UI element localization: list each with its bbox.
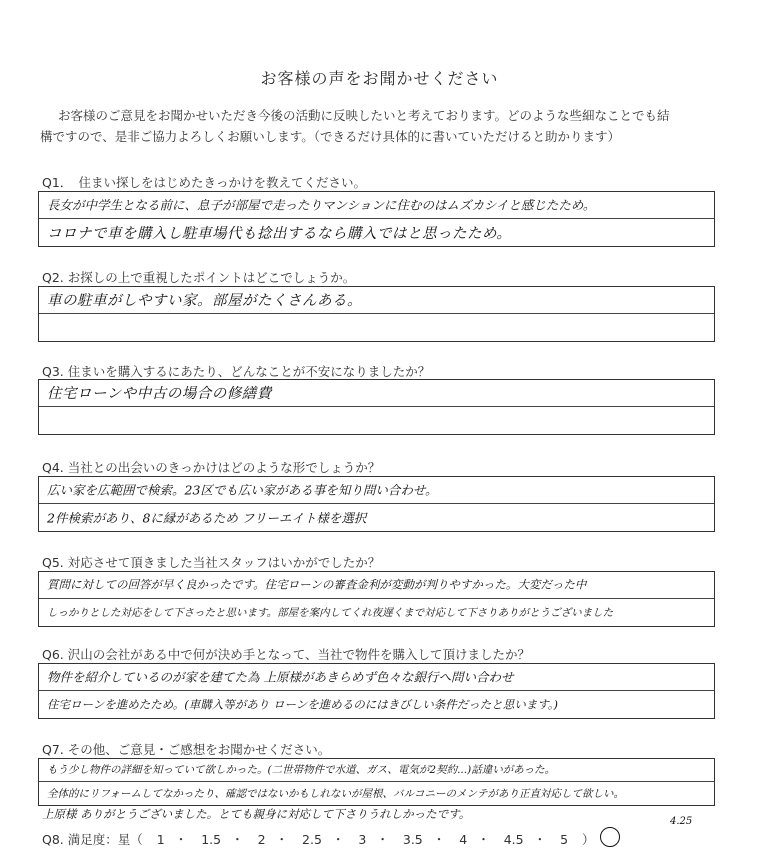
answer-line <box>39 219 714 246</box>
rating-separator: ・ <box>533 832 547 847</box>
rating-separator: ・ <box>174 832 188 847</box>
answer-text: 車の駐車がしやすい家。部屋がたくさんある。 <box>47 293 362 310</box>
answer-text: 住宅ローンを進めたため。(車購入等があり ローンを進めるのにはきびしい条件だったと思います。) <box>47 697 559 712</box>
answer-line <box>39 504 714 531</box>
question-5-answer-box[interactable] <box>38 571 715 627</box>
answer-line <box>39 691 714 718</box>
answer-line <box>39 782 714 805</box>
rating-separator: ・ <box>376 832 389 847</box>
answer-text: 全体的にリフォームしてなかったり、確認ではないかもしれないが屋根、バルコニーのメンテがあり正直対応して欲しい。 <box>47 787 624 800</box>
selected-rating-circle <box>600 827 620 847</box>
rating-option[interactable]: 1.5 <box>201 832 222 847</box>
question-7-label: Q7. その他、ご意見・ご感想をお聞かせください。 <box>42 742 331 757</box>
rating-option-selected[interactable]: 4 <box>459 832 468 847</box>
answer-line <box>39 380 714 407</box>
rating-separator: ・ <box>331 832 345 847</box>
answer-text: 長女が中学生となる前に、息子が部屋で走ったりマンションに住むのはムズカシイと感じたため。 <box>47 197 596 213</box>
answer-text: もう少し物件の詳細を知っていて欲しかった。(二世帯物件で水道、ガス、電気が2契約...)話違いがあった。 <box>47 764 556 777</box>
answer-text: 住宅ローンや中古の場合の修繕費 <box>47 386 272 403</box>
answer-line <box>39 599 714 626</box>
handwritten-extra-note: 上原様 ありがとうございました。とても親身に対応して下さりうれしかったです。 <box>42 807 471 821</box>
rating-option[interactable]: 5 <box>560 832 569 847</box>
question-2-label: Q2. お探しの上で重視したポイントはどこでしょうか。 <box>42 270 356 285</box>
rating-separator: ・ <box>432 832 446 847</box>
answer-line <box>39 759 714 782</box>
answer-line <box>39 192 714 219</box>
page-title: お客様の声をお聞かせください <box>260 69 499 88</box>
rating-option[interactable]: 3 <box>358 832 367 847</box>
rating-option[interactable]: 3.5 <box>402 832 423 847</box>
handwritten-rating-note: 4.25 <box>670 816 693 827</box>
question-6-label: Q6. 沢山の会社がある中で何が決め手となって、当社で物件を購入して頂けましたか？ <box>42 647 530 662</box>
intro-line-2: 構ですので、是非ご協力よろしくお願いします。（できるだけ具体的に書いていただけると助かります） <box>40 129 621 144</box>
answer-text: 2件検索があり、8に縁があるため フリーエイト様を選択 <box>47 510 367 526</box>
rating-separator: ・ <box>231 832 244 847</box>
question-1-answer-box[interactable] <box>38 191 715 247</box>
rating-option[interactable]: 2.5 <box>302 832 322 847</box>
answer-line <box>39 477 714 504</box>
question-6-answer-box[interactable] <box>38 663 715 719</box>
answer-line <box>39 287 714 314</box>
answer-text: 物件を紹介しているのが家を建てた為 上原様があきらめず色々な銀行へ問い合わせ <box>47 669 514 685</box>
answer-text: コロナで車を購入し駐車場代も捻出するなら購入ではと思ったため。 <box>47 225 512 242</box>
question-5-label: Q5. 対応させて頂きました当社スタッフはいかがでしたか？ <box>42 555 381 570</box>
answer-line <box>39 314 714 341</box>
question-3-label: Q3. 住まいを購入するにあたり、どんなことが不安になりましたか？ <box>42 364 431 379</box>
rating-label: Q8. 満足度：星（ <box>42 832 143 847</box>
rating-option[interactable]: 1 <box>156 832 165 847</box>
question-4-label: Q4. 当社との出会いのきっかけはどのような形でしょうか？ <box>42 460 381 475</box>
rating-option[interactable]: 4.5 <box>503 832 524 847</box>
intro-line-1: お客様のご意見をお聞かせいただき今後の活動に反映したいと考えております。どのような些細なことでも結 <box>58 108 670 123</box>
rating-separator: ・ <box>275 832 289 847</box>
answer-text: しっかりとした対応をして下さったと思います。部屋を案内してくれ夜遅くまで対応して下さりありがとうございました <box>47 606 614 619</box>
rating-option[interactable]: 2 <box>257 832 266 847</box>
question-1-label: Q1． 住まい探しをはじめたきっかけを教えてください。 <box>42 175 367 190</box>
satisfaction-rating[interactable] <box>42 816 693 848</box>
question-4-answer-box[interactable] <box>38 476 715 532</box>
answer-line <box>39 664 714 691</box>
rating-close: ） <box>582 832 595 847</box>
rating-separator: ・ <box>477 832 490 847</box>
answer-text: 広い家を広範囲で検索。23区でも広い家がある事を知り問い合わせ。 <box>47 482 438 498</box>
question-3-answer-box[interactable] <box>38 379 715 435</box>
answer-text: 質問に対しての回答が早く良かったです。住宅ローンの審査金利が変動が判りやすかった。大変だった中 <box>47 577 587 592</box>
answer-line <box>39 572 714 599</box>
question-2-answer-box[interactable] <box>38 286 715 342</box>
question-7-answer-box[interactable] <box>38 758 715 806</box>
answer-line <box>39 407 714 434</box>
